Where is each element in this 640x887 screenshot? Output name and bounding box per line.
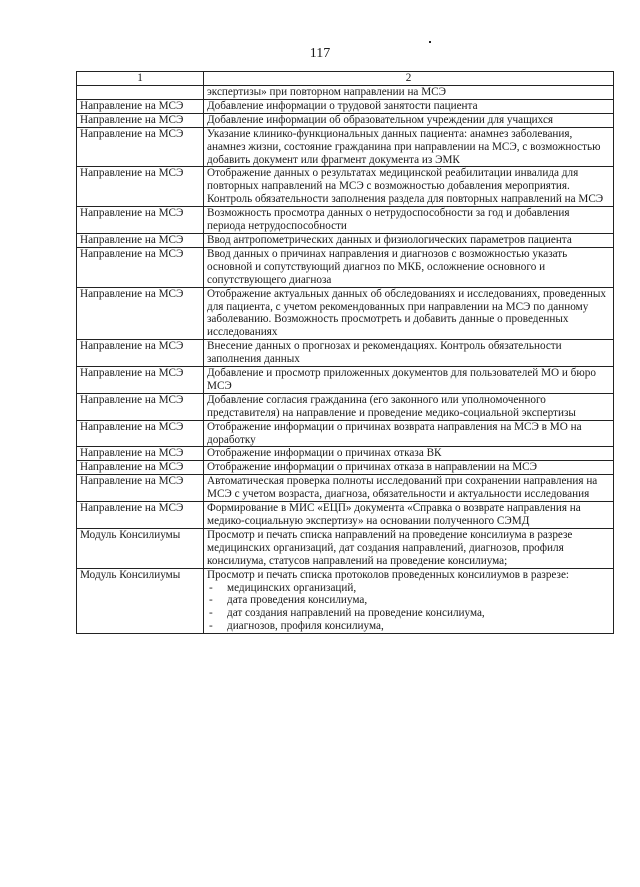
module-cell: Направление на МСЭ xyxy=(77,475,204,502)
page-number: 117 xyxy=(309,46,331,61)
table-row xyxy=(77,207,614,234)
function-cell: Формирование в МИС «ЕЦП» документа «Справка о возврате направления на медико-социальную экспертизу» на основании полученного СЭМД xyxy=(204,502,614,529)
module-cell: Направление на МСЭ xyxy=(77,393,204,420)
function-cell: Просмотр и печать списка направлений на проведение консилиума в разрезе медицинских организаций, дат создания направлений, диагнозов, профиля консилиума, статусов направлений на проведение консилиума; xyxy=(204,528,614,568)
table-row xyxy=(77,127,614,167)
function-cell: Ввод данных о причинах направления и диагнозов с возможностью указать основной и сопутствующий диагноз по МКБ, осложнение основного и сопутствующего диагноза xyxy=(204,247,614,287)
table-row xyxy=(77,86,614,100)
module-cell: Модуль Консилиумы xyxy=(77,528,204,568)
table-row xyxy=(77,287,614,340)
list-item: - дат создания направлений на проведение консилиума, xyxy=(207,607,610,620)
list-item: - диагнозов, профиля консилиума, xyxy=(207,620,610,633)
table-row xyxy=(77,113,614,127)
module-cell: Направление на МСЭ xyxy=(77,247,204,287)
criteria-list xyxy=(207,582,610,634)
table-row xyxy=(77,475,614,502)
table-row xyxy=(77,99,614,113)
module-cell: Направление на МСЭ xyxy=(77,340,204,367)
table-row xyxy=(77,420,614,447)
function-cell: Возможность просмотра данных о нетрудоспособности за год и добавления периода нетрудоспособности xyxy=(204,207,614,234)
function-cell: Добавление информации об образовательном учреждении для учащихся xyxy=(204,113,614,127)
table-row xyxy=(77,393,614,420)
table-row xyxy=(77,568,614,634)
table-row xyxy=(77,167,614,207)
function-cell: Отображение информации о причинах отказа в направлении на МСЭ xyxy=(204,461,614,475)
table-header-row xyxy=(77,72,614,86)
table-row xyxy=(77,447,614,461)
module-cell: Направление на МСЭ xyxy=(77,461,204,475)
function-cell: Внесение данных о прогнозах и рекомендациях. Контроль обязательности заполнения данных xyxy=(204,340,614,367)
function-cell: Ввод антропометрических данных и физиологических параметров пациента xyxy=(204,233,614,247)
module-cell xyxy=(77,86,204,100)
module-cell: Направление на МСЭ xyxy=(77,447,204,461)
table-row xyxy=(77,461,614,475)
function-cell: Добавление и просмотр приложенных документов для пользователей МО и бюро МСЭ xyxy=(204,367,614,394)
table-row xyxy=(77,233,614,247)
module-cell: Направление на МСЭ xyxy=(77,502,204,529)
function-cell: Автоматическая проверка полноты исследований при сохранении направления на МСЭ с учетом возраста, диагноза, обязательности и актуальности исследования xyxy=(204,475,614,502)
function-cell xyxy=(204,568,614,634)
requirements-table xyxy=(76,71,614,634)
module-cell: Направление на МСЭ xyxy=(77,233,204,247)
module-cell: Направление на МСЭ xyxy=(77,207,204,234)
column-header-2: 2 xyxy=(204,72,614,86)
module-cell: Модуль Консилиумы xyxy=(77,568,204,634)
function-cell: Добавление согласия гражданина (его законного или уполномоченного представителя) на направление и проведение медико-социальной экспертизы xyxy=(204,393,614,420)
scan-speck xyxy=(429,41,431,43)
function-cell: экспертизы» при повторном направлении на МСЭ xyxy=(204,86,614,100)
module-cell: Направление на МСЭ xyxy=(77,113,204,127)
module-cell: Направление на МСЭ xyxy=(77,367,204,394)
module-cell: Направление на МСЭ xyxy=(77,99,204,113)
module-cell: Направление на МСЭ xyxy=(77,420,204,447)
table-row xyxy=(77,367,614,394)
function-intro: Просмотр и печать списка протоколов проведенных консилиумов в разрезе: xyxy=(207,568,570,581)
table-row xyxy=(77,340,614,367)
module-cell: Направление на МСЭ xyxy=(77,167,204,207)
function-cell: Отображение актуальных данных об обследованиях и исследованиях, проведенных для пациента, с учетом рекомендованных при направлении на МСЭ по данному заболеванию. Возможность просмотреть и добавить данные о проведенных исследованиях xyxy=(204,287,614,340)
function-cell: Отображение данных о результатах медицинской реабилитации инвалида для повторных направлений на МСЭ с возможностью добавления мероприятия. Контроль обязательности заполнения раздела для повторных направлений на МСЭ xyxy=(204,167,614,207)
function-cell: Указание клинико-функциональных данных пациента: анамнез заболевания, анамнез жизни, состояние гражданина при направлении на МСЭ, с возможностью добавить документ или фрагмент документа из ЭМК xyxy=(204,127,614,167)
list-item: - медицинских организаций, xyxy=(207,582,610,595)
table-row xyxy=(77,528,614,568)
table-row xyxy=(77,247,614,287)
function-cell: Отображение информации о причинах возврата направления на МСЭ в МО на доработку xyxy=(204,420,614,447)
module-cell: Направление на МСЭ xyxy=(77,287,204,340)
function-cell: Отображение информации о причинах отказа ВК xyxy=(204,447,614,461)
function-cell: Добавление информации о трудовой занятости пациента xyxy=(204,99,614,113)
column-header-1: 1 xyxy=(77,72,204,86)
module-cell: Направление на МСЭ xyxy=(77,127,204,167)
table-row xyxy=(77,502,614,529)
list-item: - дата проведения консилиума, xyxy=(207,594,610,607)
